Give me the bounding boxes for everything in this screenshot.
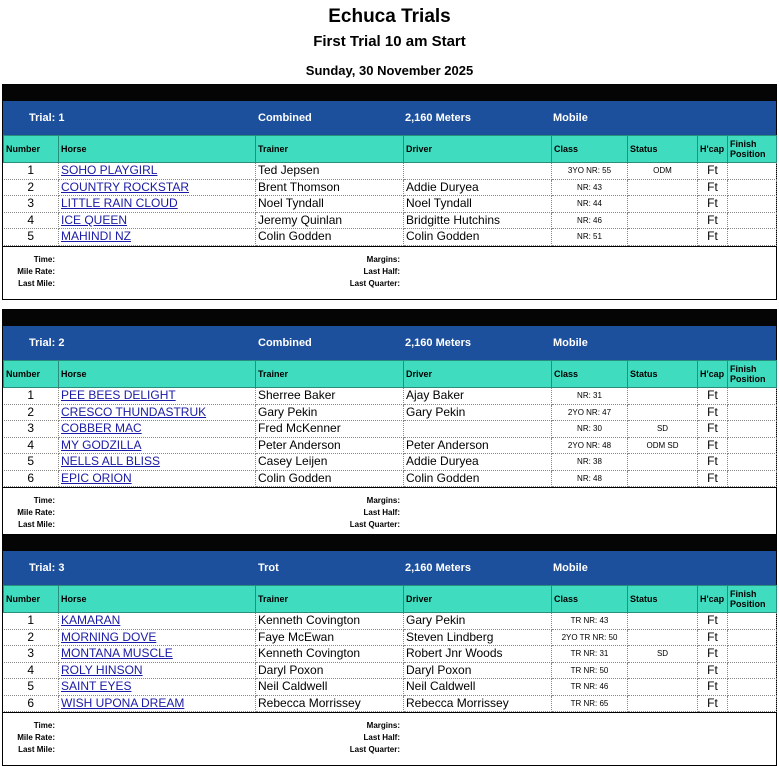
trial-footer: [3, 712, 776, 765]
table-row: [4, 421, 777, 438]
trial-label: Trial: 3: [29, 562, 65, 574]
runner-driver: [404, 421, 552, 438]
runner-driver: Ajay Baker: [404, 388, 552, 405]
runner-status: [628, 229, 698, 246]
last-half-label: Last Half:: [363, 508, 400, 517]
runner-driver: Addie Duryea: [404, 454, 552, 471]
table-row: [4, 388, 777, 405]
runner-status: SD: [628, 421, 698, 438]
trial-footer: [3, 487, 776, 540]
table-row: [4, 695, 777, 712]
runner-number: 4: [4, 212, 59, 229]
trial-type: Trot: [258, 562, 279, 574]
trial-block: [2, 84, 777, 300]
runner-class: NR: 46: [552, 212, 628, 229]
column-header: Finish Position: [728, 586, 777, 613]
runner-class: NR: 44: [552, 196, 628, 213]
runner-status: [628, 179, 698, 196]
margins-label: Margins:: [366, 721, 400, 730]
runner-horse[interactable]: COUNTRY ROCKSTAR: [59, 179, 256, 196]
runner-horse[interactable]: EPIC ORION: [59, 470, 256, 487]
runner-status: [628, 662, 698, 679]
runner-status: [628, 212, 698, 229]
runner-finish-position: [728, 163, 777, 180]
margins-label: Margins:: [366, 254, 400, 264]
runner-trainer: Peter Anderson: [256, 437, 404, 454]
runner-driver: Steven Lindberg: [404, 629, 552, 646]
runner-trainer: Brent Thomson: [256, 179, 404, 196]
column-header: H'cap: [698, 586, 728, 613]
runner-status: [628, 679, 698, 696]
trial-top-bar: [3, 85, 776, 101]
runner-hcap: Ft: [698, 662, 728, 679]
runner-trainer: Fred McKenner: [256, 421, 404, 438]
runner-hcap: Ft: [698, 437, 728, 454]
trial-top-bar: [3, 535, 776, 551]
runner-horse[interactable]: NELLS ALL BLISS: [59, 454, 256, 471]
runner-hcap: Ft: [698, 229, 728, 246]
runner-status: SD: [628, 646, 698, 663]
runner-finish-position: [728, 629, 777, 646]
trial-type: Combined: [258, 112, 312, 124]
runner-horse[interactable]: SAINT EYES: [59, 679, 256, 696]
runner-class: NR: 48: [552, 470, 628, 487]
trial-start: Mobile: [553, 562, 588, 574]
runner-number: 4: [4, 662, 59, 679]
runner-status: ODM: [628, 163, 698, 180]
runner-trainer: Gary Pekin: [256, 404, 404, 421]
runner-status: [628, 695, 698, 712]
runner-driver: Gary Pekin: [404, 404, 552, 421]
runner-class: TR NR: 43: [552, 613, 628, 630]
runner-finish-position: [728, 679, 777, 696]
trial-label: Trial: 1: [29, 112, 65, 124]
page-subtitle: First Trial 10 am Start: [313, 33, 466, 50]
column-header: Driver: [404, 586, 552, 613]
runner-trainer: Casey Leijen: [256, 454, 404, 471]
runner-horse[interactable]: MAHINDI NZ: [59, 229, 256, 246]
runner-horse[interactable]: MONTANA MUSCLE: [59, 646, 256, 663]
column-header: Number: [4, 586, 59, 613]
trial-distance: 2,160 Meters: [405, 112, 472, 124]
table-row: [4, 629, 777, 646]
runner-trainer: Neil Caldwell: [256, 679, 404, 696]
runner-finish-position: [728, 695, 777, 712]
runner-driver: Colin Godden: [404, 229, 552, 246]
runner-finish-position: [728, 212, 777, 229]
runner-hcap: Ft: [698, 613, 728, 630]
runner-trainer: Rebecca Morrissey: [256, 695, 404, 712]
table-row: [4, 437, 777, 454]
runner-number: 6: [4, 695, 59, 712]
runner-hcap: Ft: [698, 163, 728, 180]
runner-number: 5: [4, 229, 59, 246]
trial-info-bar: [3, 326, 776, 360]
last-half-label: Last Half:: [363, 733, 400, 742]
runner-class: TR NR: 31: [552, 646, 628, 663]
mile-rate-label: Mile Rate:: [17, 508, 55, 517]
meeting-date: Sunday, 30 November 2025: [305, 63, 474, 78]
runner-hcap: Ft: [698, 179, 728, 196]
runner-horse[interactable]: LITTLE RAIN CLOUD: [59, 196, 256, 213]
column-header: Class: [552, 586, 628, 613]
column-header: Trainer: [256, 361, 404, 388]
runner-class: 2YO NR: 48: [552, 437, 628, 454]
table-row: [4, 679, 777, 696]
trial-info-bar: [3, 551, 776, 585]
runner-class: TR NR: 50: [552, 662, 628, 679]
trial-block: [2, 534, 777, 766]
runner-finish-position: [728, 613, 777, 630]
runner-driver: Bridgitte Hutchins: [404, 212, 552, 229]
table-row: [4, 646, 777, 663]
table-row: [4, 613, 777, 630]
trial-label: Trial: 2: [29, 337, 65, 349]
runner-trainer: Sherree Baker: [256, 388, 404, 405]
table-row: [4, 179, 777, 196]
runner-trainer: Colin Godden: [256, 470, 404, 487]
runner-status: ODM SD: [628, 437, 698, 454]
last-mile-label: Last Mile:: [18, 520, 55, 529]
column-header: Number: [4, 136, 59, 163]
runner-trainer: Faye McEwan: [256, 629, 404, 646]
column-header: Class: [552, 136, 628, 163]
runner-trainer: Daryl Poxon: [256, 662, 404, 679]
runner-hcap: Ft: [698, 212, 728, 229]
runner-class: 3YO NR: 55: [552, 163, 628, 180]
runner-trainer: Kenneth Covington: [256, 646, 404, 663]
runner-finish-position: [728, 421, 777, 438]
column-header: H'cap: [698, 361, 728, 388]
runner-trainer: Kenneth Covington: [256, 613, 404, 630]
time-label: Time:: [33, 721, 55, 730]
runner-hcap: Ft: [698, 388, 728, 405]
runner-trainer: Ted Jepsen: [256, 163, 404, 180]
trial-table: [3, 585, 777, 712]
runner-horse[interactable]: COBBER MAC: [59, 421, 256, 438]
trial-distance: 2,160 Meters: [405, 562, 472, 574]
runner-driver: Robert Jnr Woods: [404, 646, 552, 663]
runner-number: 6: [4, 470, 59, 487]
runner-finish-position: [728, 662, 777, 679]
runner-hcap: Ft: [698, 454, 728, 471]
margins-label: Margins:: [366, 496, 400, 505]
runner-class: NR: 30: [552, 421, 628, 438]
time-label: Time:: [33, 254, 55, 264]
runner-number: 2: [4, 404, 59, 421]
time-label: Time:: [33, 496, 55, 505]
last-quarter-label: Last Quarter:: [349, 520, 400, 529]
column-header: Horse: [59, 586, 256, 613]
runner-horse[interactable]: MY GODZILLA: [59, 437, 256, 454]
runner-class: NR: 31: [552, 388, 628, 405]
trial-block: [2, 309, 777, 541]
trial-table: [3, 360, 777, 487]
runner-class: TR NR: 46: [552, 679, 628, 696]
runner-trainer: Colin Godden: [256, 229, 404, 246]
runner-number: 5: [4, 679, 59, 696]
runner-status: [628, 613, 698, 630]
runner-status: [628, 404, 698, 421]
runner-finish-position: [728, 196, 777, 213]
runner-trainer: Noel Tyndall: [256, 196, 404, 213]
trial-top-bar: [3, 310, 776, 326]
runner-driver: Daryl Poxon: [404, 662, 552, 679]
page-title: Echuca Trials: [328, 6, 451, 27]
column-header: H'cap: [698, 136, 728, 163]
runner-horse[interactable]: ROLY HINSON: [59, 662, 256, 679]
trial-info-bar: [3, 101, 776, 135]
runner-number: 1: [4, 163, 59, 180]
column-header: Driver: [404, 361, 552, 388]
column-header: Driver: [404, 136, 552, 163]
trial-type: Combined: [258, 337, 312, 349]
trial-distance: 2,160 Meters: [405, 337, 472, 349]
runner-status: [628, 470, 698, 487]
runner-hcap: Ft: [698, 404, 728, 421]
runner-horse[interactable]: PEE BEES DELIGHT: [59, 388, 256, 405]
runner-number: 1: [4, 613, 59, 630]
column-header: Status: [628, 361, 698, 388]
last-quarter-label: Last Quarter:: [349, 745, 400, 754]
runner-driver: Noel Tyndall: [404, 196, 552, 213]
runner-number: 3: [4, 421, 59, 438]
runner-finish-position: [728, 229, 777, 246]
runner-horse[interactable]: WISH UPONA DREAM: [59, 695, 256, 712]
runner-class: NR: 43: [552, 179, 628, 196]
runner-trainer: Jeremy Quinlan: [256, 212, 404, 229]
runner-status: [628, 196, 698, 213]
runner-horse[interactable]: CRESCO THUNDASTRUK: [59, 404, 256, 421]
runner-finish-position: [728, 179, 777, 196]
runner-driver: [404, 163, 552, 180]
column-header: Horse: [59, 136, 256, 163]
column-header: Trainer: [256, 136, 404, 163]
runner-driver: Peter Anderson: [404, 437, 552, 454]
last-half-label: Last Half:: [363, 266, 400, 276]
column-header: Class: [552, 361, 628, 388]
column-header: Horse: [59, 361, 256, 388]
runner-finish-position: [728, 437, 777, 454]
table-row: [4, 662, 777, 679]
last-mile-label: Last Mile:: [18, 278, 55, 288]
mile-rate-label: Mile Rate:: [17, 733, 55, 742]
runner-driver: Addie Duryea: [404, 179, 552, 196]
table-row: [4, 404, 777, 421]
runner-number: 3: [4, 646, 59, 663]
table-row: [4, 454, 777, 471]
table-row: [4, 229, 777, 246]
mile-rate-label: Mile Rate:: [17, 266, 55, 276]
runner-number: 5: [4, 454, 59, 471]
trial-start: Mobile: [553, 337, 588, 349]
runner-finish-position: [728, 646, 777, 663]
trial-start: Mobile: [553, 112, 588, 124]
runner-driver: Rebecca Morrissey: [404, 695, 552, 712]
runner-number: 3: [4, 196, 59, 213]
last-mile-label: Last Mile:: [18, 745, 55, 754]
table-row: [4, 196, 777, 213]
runner-driver: Neil Caldwell: [404, 679, 552, 696]
trial-footer: [3, 246, 776, 299]
runner-finish-position: [728, 388, 777, 405]
column-header: Number: [4, 361, 59, 388]
runner-hcap: Ft: [698, 629, 728, 646]
last-quarter-label: Last Quarter:: [349, 278, 400, 288]
runner-number: 2: [4, 629, 59, 646]
header-row: [4, 361, 777, 388]
runner-number: 2: [4, 179, 59, 196]
runner-hcap: Ft: [698, 470, 728, 487]
header-row: [4, 586, 777, 613]
runner-hcap: Ft: [698, 421, 728, 438]
runner-hcap: Ft: [698, 196, 728, 213]
table-row: [4, 212, 777, 229]
runner-horse[interactable]: KAMARAN: [59, 613, 256, 630]
runner-status: [628, 388, 698, 405]
runner-finish-position: [728, 404, 777, 421]
runner-driver: Gary Pekin: [404, 613, 552, 630]
runner-class: 2YO NR: 47: [552, 404, 628, 421]
trial-table: [3, 135, 777, 246]
runner-status: [628, 629, 698, 646]
runner-driver: Colin Godden: [404, 470, 552, 487]
runner-hcap: Ft: [698, 646, 728, 663]
column-header: Finish Position: [728, 361, 777, 388]
header-row: [4, 136, 777, 163]
runner-number: 1: [4, 388, 59, 405]
runner-status: [628, 454, 698, 471]
column-header: Trainer: [256, 586, 404, 613]
runner-finish-position: [728, 470, 777, 487]
runner-class: 2YO TR NR: 50: [552, 629, 628, 646]
column-header: Finish Position: [728, 136, 777, 163]
runner-class: TR NR: 65: [552, 695, 628, 712]
runner-class: NR: 38: [552, 454, 628, 471]
runner-hcap: Ft: [698, 695, 728, 712]
runner-horse[interactable]: SOHO PLAYGIRL: [59, 163, 256, 180]
column-header: Status: [628, 136, 698, 163]
runner-class: NR: 51: [552, 229, 628, 246]
runner-finish-position: [728, 454, 777, 471]
runner-horse[interactable]: MORNING DOVE: [59, 629, 256, 646]
runner-horse[interactable]: ICE QUEEN: [59, 212, 256, 229]
table-row: [4, 470, 777, 487]
table-row: [4, 163, 777, 180]
runner-hcap: Ft: [698, 679, 728, 696]
column-header: Status: [628, 586, 698, 613]
runner-number: 4: [4, 437, 59, 454]
